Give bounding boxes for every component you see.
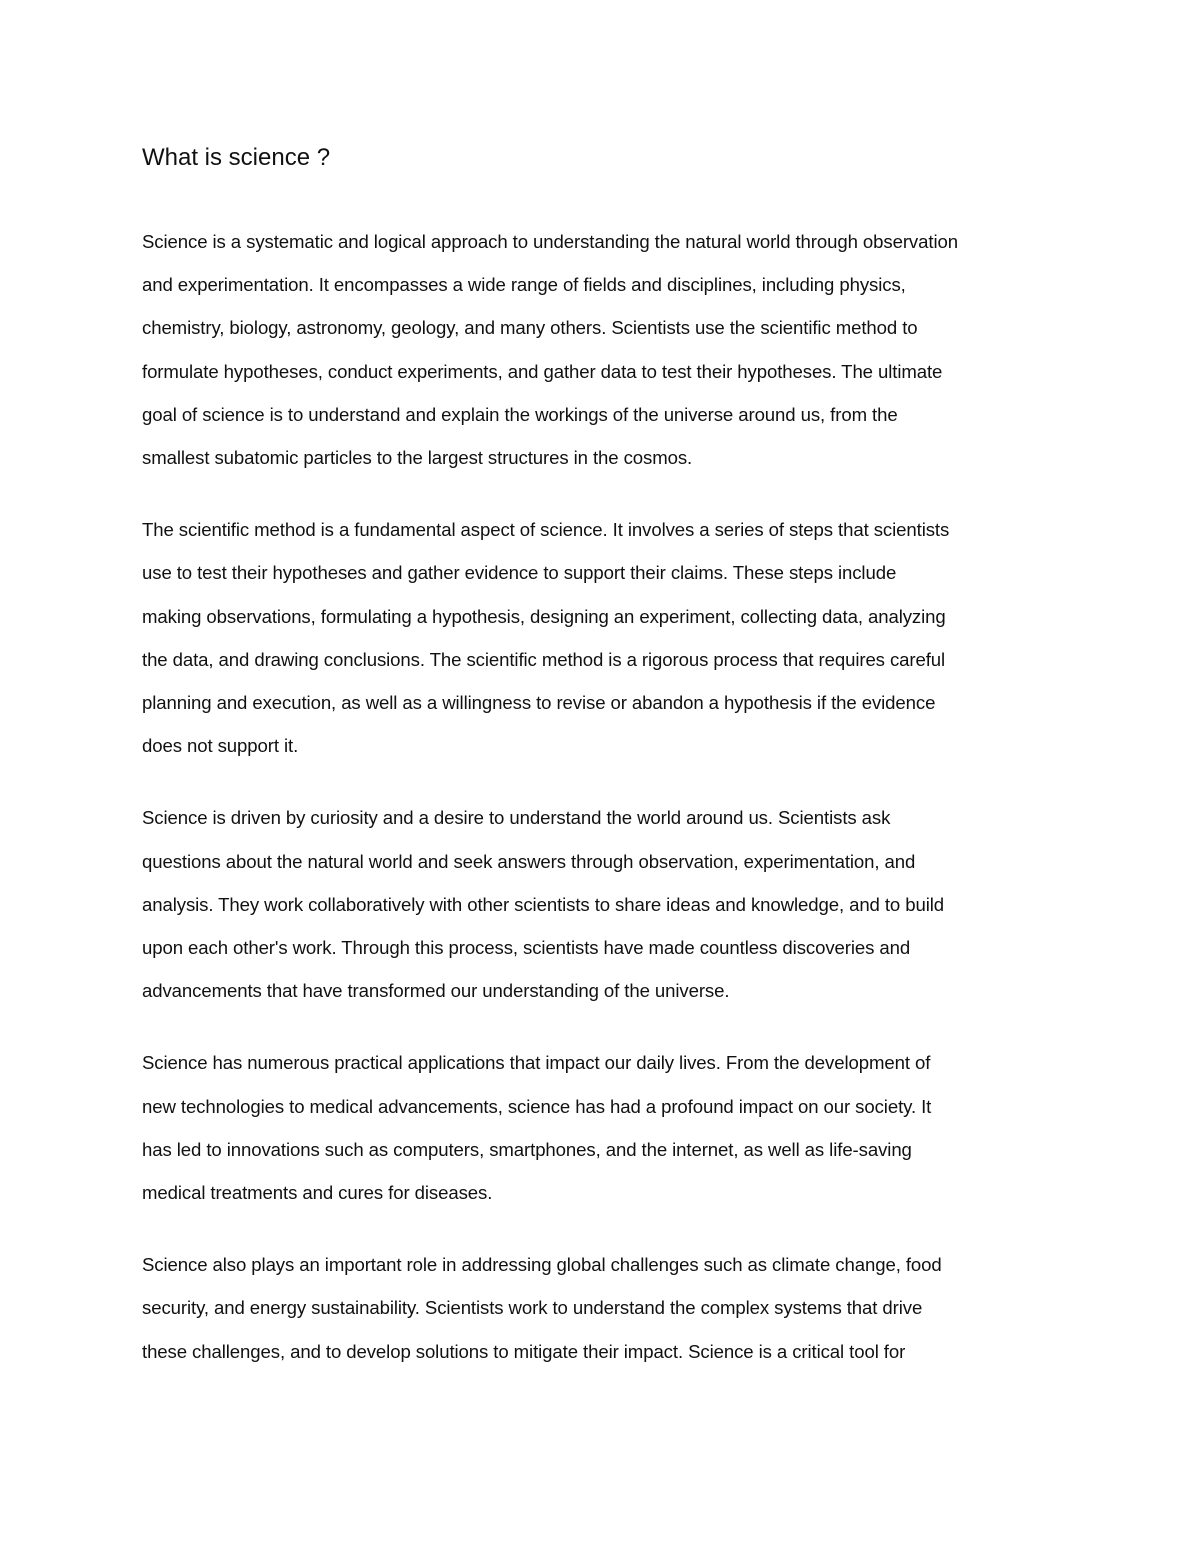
document-title: What is science ? <box>142 144 331 171</box>
paragraph-line: use to test their hypotheses and gather evidence to support their claims. These steps include <box>142 562 897 584</box>
paragraph-line: planning and execution, as well as a willingness to revise or abandon a hypothesis if the evidence <box>142 692 936 714</box>
paragraph-line: security, and energy sustainability. Scientists work to understand the complex systems that drive <box>142 1297 923 1319</box>
paragraph-line: Science also plays an important role in addressing global challenges such as climate change, food <box>142 1254 942 1276</box>
paragraph-line: does not support it. <box>142 735 299 757</box>
paragraph-line: new technologies to medical advancements, science has had a profound impact on our society. It <box>142 1095 932 1117</box>
paragraph-line: Science is driven by curiosity and a desire to understand the world around us. Scientists ask <box>142 807 891 829</box>
paragraph-line: Science is a systematic and logical approach to understanding the natural world through observation <box>142 231 958 252</box>
paragraph-line: upon each other's work. Through this process, scientists have made countless discoveries and <box>142 937 911 959</box>
paragraph-1 <box>142 220 1072 479</box>
paragraph-line: the data, and drawing conclusions. The scientific method is a rigorous process that requires careful <box>142 648 946 670</box>
paragraph-line: smallest subatomic particles to the largest structures in the cosmos. <box>142 447 693 469</box>
paragraph-line: making observations, formulating a hypothesis, designing an experiment, collecting data, analyzing <box>142 605 946 627</box>
paragraph-line: Science has numerous practical applications that impact our daily lives. From the development of <box>142 1052 931 1074</box>
paragraph-line: medical treatments and cures for diseases. <box>142 1182 493 1204</box>
paragraph-line: advancements that have transformed our understanding of the universe. <box>142 980 730 1002</box>
paragraph-2 <box>142 508 1072 767</box>
paragraph-line: formulate hypotheses, conduct experiments, and gather data to test their hypotheses. The ultimate <box>142 360 943 382</box>
paragraph-line: goal of science is to understand and explain the workings of the universe around us, from the <box>142 403 898 425</box>
paragraph-5 <box>142 1243 1072 1373</box>
paragraph-line: chemistry, biology, astronomy, geology, and many others. Scientists use the scientific method to <box>142 317 918 339</box>
paragraph-line: questions about the natural world and seek answers through observation, experimentation, and <box>142 850 916 872</box>
paragraph-line: has led to innovations such as computers, smartphones, and the internet, as well as life-saving <box>142 1138 912 1160</box>
paragraph-line: The scientific method is a fundamental aspect of science. It involves a series of steps that scientists <box>142 519 950 541</box>
paragraph-4 <box>142 1041 1072 1214</box>
paragraph-3 <box>142 796 1072 1012</box>
document-body <box>142 140 1072 1373</box>
paragraph-line: and experimentation. It encompasses a wide range of fields and disciplines, including physics, <box>142 274 906 296</box>
paragraph-line: analysis. They work collaboratively with other scientists to share ideas and knowledge, and to build <box>142 893 945 915</box>
paragraph-line: these challenges, and to develop solutions to mitigate their impact. Science is a critical tool for <box>142 1340 906 1362</box>
